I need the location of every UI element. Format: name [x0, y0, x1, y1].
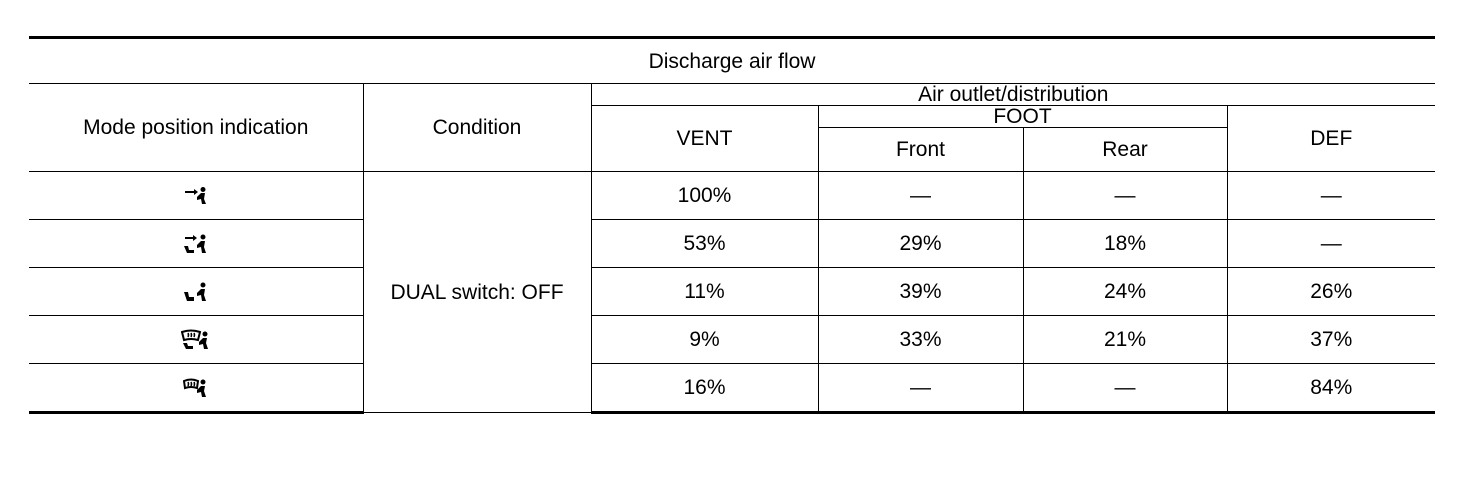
rear-value: 18% [1023, 220, 1227, 268]
foot-defrost-mode-icon [181, 329, 211, 351]
defrost-mode-icon [183, 377, 209, 399]
bi-level-mode-icon [183, 233, 209, 255]
vent-mode-icon [183, 186, 209, 206]
def-value: 84% [1227, 364, 1435, 413]
header-foot-rear: Rear [1023, 128, 1227, 172]
front-value: 29% [818, 220, 1023, 268]
header-condition: Condition [363, 84, 591, 172]
discharge-air-flow-table [29, 36, 1435, 414]
def-value: — [1227, 172, 1435, 220]
front-value: 39% [818, 268, 1023, 316]
header-air-outlet: Air outlet/distribution [591, 84, 1435, 106]
mode-cell [29, 364, 363, 413]
rear-value: 24% [1023, 268, 1227, 316]
condition-cell: DUAL switch: OFF [363, 172, 591, 413]
front-value: — [818, 364, 1023, 413]
header-mode-position: Mode position indication [29, 84, 363, 172]
vent-value: 53% [591, 220, 818, 268]
foot-mode-icon [183, 281, 209, 303]
rear-value: — [1023, 172, 1227, 220]
vent-value: 11% [591, 268, 818, 316]
def-value: — [1227, 220, 1435, 268]
header-def: DEF [1227, 106, 1435, 172]
front-value: — [818, 172, 1023, 220]
table-row [29, 172, 1435, 220]
vent-value: 9% [591, 316, 818, 364]
table-row [29, 220, 1435, 268]
mode-cell [29, 316, 363, 364]
table-row [29, 268, 1435, 316]
table-title: Discharge air flow [29, 38, 1435, 84]
header-foot-front: Front [818, 128, 1023, 172]
vent-value: 16% [591, 364, 818, 413]
def-value: 37% [1227, 316, 1435, 364]
mode-cell [29, 220, 363, 268]
header-foot: FOOT [818, 106, 1227, 128]
header-vent: VENT [591, 106, 818, 172]
discharge-air-flow-table-wrapper [29, 36, 1435, 414]
rear-value: — [1023, 364, 1227, 413]
table-row [29, 316, 1435, 364]
mode-cell [29, 172, 363, 220]
mode-cell [29, 268, 363, 316]
table-row [29, 364, 1435, 413]
def-value: 26% [1227, 268, 1435, 316]
rear-value: 21% [1023, 316, 1227, 364]
vent-value: 100% [591, 172, 818, 220]
front-value: 33% [818, 316, 1023, 364]
